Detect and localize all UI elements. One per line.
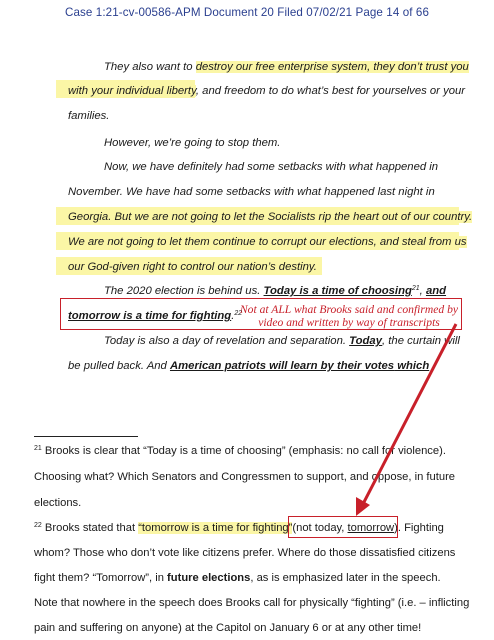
body-text: The 2020 election is behind us.: [104, 285, 264, 297]
emphasized-text: which: [394, 360, 430, 372]
highlighted-text: We are not going to let them continue to corrupt our elections, and steal from us: [68, 236, 467, 248]
case-header: Case 1:21-cv-00586-APM Document 20 Filed 07/02/21 Page 14 of 66: [65, 6, 429, 19]
boxed-text: tomorrow: [347, 522, 395, 534]
emphasized-text: Today: [349, 335, 382, 347]
body-line: families.: [68, 110, 110, 122]
body-text: Today is also a day of revelation and separation.: [104, 335, 350, 347]
emphasized-text: tomorrow is a time for fighting: [68, 310, 232, 322]
body-line: However, we’re going to stop them.: [104, 137, 281, 149]
footnote-text: . Fighting: [397, 522, 444, 534]
footnote-line: pain and suffering on anyone) at the Capitol on January 6 or at any other time!: [34, 622, 422, 634]
arrow-head: [356, 497, 370, 516]
highlighted-text: with your individual liberty: [68, 85, 196, 97]
arrow-shaft: [363, 324, 456, 504]
body-line: November. We have had some setbacks with what happened last night in: [68, 186, 435, 198]
body-text: ,: [419, 285, 426, 297]
footnote-ref: 21: [411, 285, 420, 292]
footnote-text: fight them? “Tomorrow”, in: [34, 572, 168, 584]
body-text: Georgia.: [68, 211, 115, 223]
highlighted-text: our God-given right to control our nation’s destiny.: [68, 261, 317, 273]
footnote-line: Choosing what? Which Senators and Congressmen to support, and oppose, in future: [34, 471, 456, 483]
emphasized-text: Today is a time of choosing: [263, 285, 412, 297]
emphasized-text: future elections: [167, 572, 251, 584]
footnote-number: 21: [34, 445, 42, 452]
body-text: , and freedom to do what’s best for yourselves or your: [195, 85, 466, 97]
footnote-text: Brooks is clear that “Today is a time of choosing” (emphasis: no call for violence).: [41, 445, 446, 457]
body-line: Now, we have definitely had some setbacks with what happened in: [104, 161, 439, 173]
emphasized-text: and: [425, 285, 447, 297]
emphasized-text: American patriots will learn by their votes: [169, 360, 395, 372]
footnote-line: whom? Those who don’t vote like citizens prefer. Where do those dissatisfied citizens: [34, 547, 456, 559]
footnote-text: Brooks stated that: [41, 522, 139, 534]
highlighted-text: “tomorrow is a time for fighting”: [138, 522, 293, 534]
body-text: They also want to: [104, 61, 196, 73]
boxed-text: (not today,: [292, 522, 348, 534]
body-text: .: [231, 310, 235, 322]
footnote-text: , as is emphasized later in the speech.: [250, 572, 441, 584]
footnote-line: elections.: [34, 497, 82, 509]
footnote-ref: 22: [234, 310, 243, 317]
boxed-text: ): [394, 522, 398, 534]
footnote-line: Note that nowhere in the speech does Brooks call for physically “fighting” (i.e. – inflicting: [34, 597, 470, 609]
highlighted-text: destroy our free enterprise system, they don’t trust you: [195, 61, 469, 73]
annotation-text: Not at ALL what Brooks said and confirmed by video and written by way of transcripts: [239, 303, 459, 329]
footnote-number: 22: [34, 522, 42, 529]
highlighted-text: But we are not going to let the Socialists rip the heart out of our country.: [114, 211, 473, 223]
body-text: be pulled back. And: [68, 360, 170, 372]
body-text: , the curtain will: [382, 335, 460, 347]
